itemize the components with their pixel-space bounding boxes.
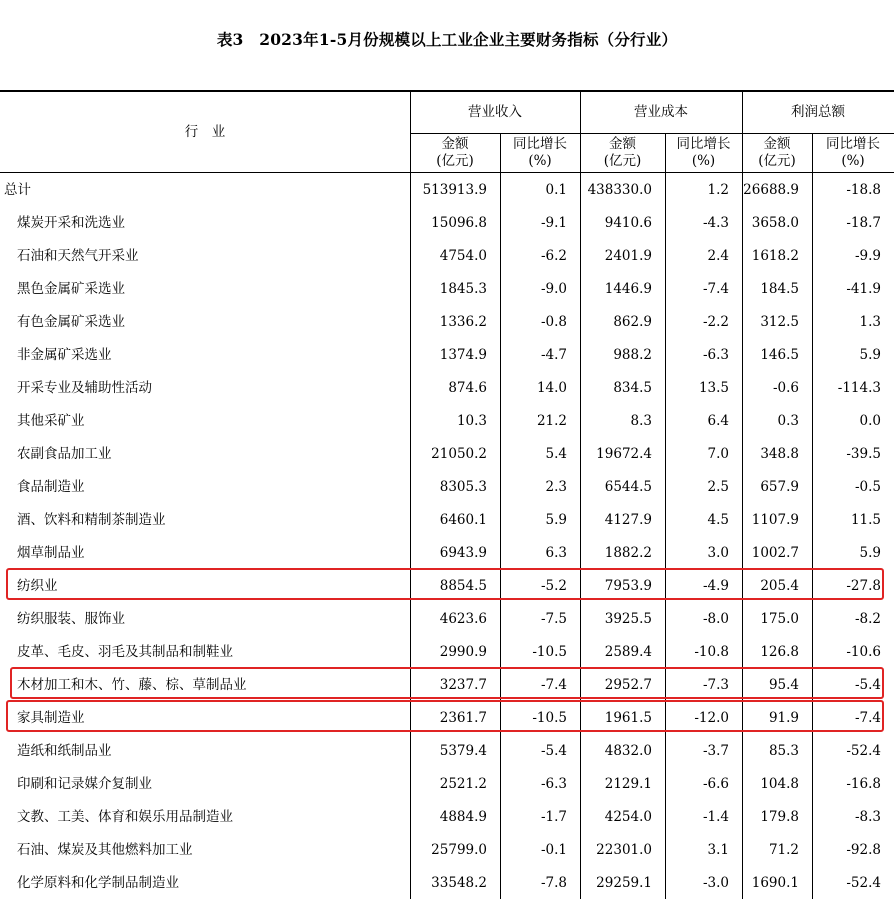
row-value: 2361.7 [439, 710, 487, 726]
row-value: -41.9 [846, 281, 881, 297]
header-group-2: 利润总额 [791, 104, 845, 120]
row-value: 348.8 [760, 446, 799, 462]
header-growth-2-0: 同比增长 [826, 136, 880, 152]
row-value: 862.9 [613, 314, 652, 330]
row-value: 5379.4 [439, 743, 487, 759]
row-value: 0.3 [777, 413, 799, 429]
row-value: -6.6 [702, 776, 729, 792]
row-name: 造纸和纸制品业 [17, 743, 112, 759]
row-value: 1845.3 [439, 281, 487, 297]
row-name: 食品制造业 [17, 479, 85, 495]
row-value: 312.5 [760, 314, 799, 330]
row-value: 0.0 [859, 413, 881, 429]
row-value: -9.1 [540, 215, 567, 231]
header-amount-0-0: 金额 [441, 136, 469, 152]
row-value: 3.0 [707, 545, 729, 561]
row-value: -39.5 [846, 446, 881, 462]
row-value: 8305.3 [439, 479, 487, 495]
highlight-box [6, 700, 884, 732]
row-value: -8.0 [702, 611, 729, 627]
header-group-0: 营业收入 [468, 104, 522, 120]
row-value: 7953.9 [604, 578, 652, 594]
row-name: 纺织服装、服饰业 [17, 611, 125, 627]
row-value: 5.9 [859, 347, 881, 363]
row-value: 91.9 [768, 710, 799, 726]
row-value: -6.2 [540, 248, 567, 264]
row-value: 1002.7 [751, 545, 799, 561]
row-value: 2.4 [707, 248, 729, 264]
row-value: -7.8 [540, 875, 567, 891]
row-value: -9.0 [540, 281, 567, 297]
row-value: 26688.9 [743, 182, 799, 198]
row-name: 印刷和记录媒介复制业 [17, 776, 152, 792]
row-name: 化学原料和化学制品制造业 [17, 875, 179, 891]
row-value: 2.5 [707, 479, 729, 495]
row-value: 513913.9 [422, 182, 487, 198]
header-growth-0-1: (%) [528, 153, 552, 169]
row-value: -18.7 [846, 215, 881, 231]
row-value: 25799.0 [431, 842, 487, 858]
row-value: 2589.4 [604, 644, 652, 660]
row-value: -4.3 [702, 215, 729, 231]
row-value: 8854.5 [439, 578, 487, 594]
row-value: -7.4 [854, 710, 881, 726]
row-value: -52.4 [846, 743, 881, 759]
row-value: -7.4 [540, 677, 567, 693]
row-name: 酒、饮料和精制茶制造业 [17, 512, 166, 528]
header-industry: 行 业 [184, 124, 226, 140]
row-value: -9.9 [854, 248, 881, 264]
row-value: -52.4 [846, 875, 881, 891]
row-value: 5.9 [545, 512, 567, 528]
row-value: -2.2 [702, 314, 729, 330]
row-value: 6460.1 [439, 512, 487, 528]
row-value: 2.3 [545, 479, 567, 495]
row-value: -7.3 [702, 677, 729, 693]
row-value: 438330.0 [587, 182, 652, 198]
row-value: 1961.5 [604, 710, 652, 726]
row-value: 1882.2 [604, 545, 652, 561]
row-name: 文教、工美、体育和娱乐用品制造业 [17, 809, 233, 825]
row-value: -5.2 [540, 578, 567, 594]
row-value: 6.3 [545, 545, 567, 561]
row-value: 1.2 [707, 182, 729, 198]
row-value: 0.1 [545, 182, 567, 198]
row-name: 煤炭开采和洗选业 [17, 215, 125, 231]
row-value: 205.4 [760, 578, 799, 594]
row-value: -12.0 [694, 710, 729, 726]
row-value: 104.8 [760, 776, 799, 792]
row-name: 开采专业及辅助性活动 [17, 380, 152, 396]
row-value: 33548.2 [431, 875, 487, 891]
row-value: 179.8 [760, 809, 799, 825]
header-amount-2-0: 金额 [763, 136, 791, 152]
row-name: 烟草制品业 [17, 545, 85, 561]
row-name: 黑色金属矿采选业 [17, 281, 125, 297]
row-value: -10.8 [694, 644, 729, 660]
row-value: -3.0 [702, 875, 729, 891]
row-name: 木材加工和木、竹、藤、棕、草制品业 [17, 677, 247, 693]
row-value: -5.4 [854, 677, 881, 693]
row-value: -18.8 [846, 182, 881, 198]
row-value: 1618.2 [751, 248, 799, 264]
row-value: 3658.0 [751, 215, 799, 231]
row-name: 非金属矿采选业 [17, 347, 112, 363]
row-value: 657.9 [760, 479, 799, 495]
row-value: 9410.6 [604, 215, 652, 231]
rule-top [0, 90, 894, 92]
row-value: 4.5 [707, 512, 729, 528]
row-value: 3925.5 [604, 611, 652, 627]
row-value: 71.2 [768, 842, 799, 858]
row-value: -0.6 [772, 380, 799, 396]
row-value: -6.3 [702, 347, 729, 363]
header-amount-1-0: 金额 [609, 136, 636, 152]
row-name: 纺织业 [17, 578, 58, 594]
row-value: -3.7 [702, 743, 729, 759]
row-value: 4884.9 [439, 809, 487, 825]
row-value: 6.4 [707, 413, 729, 429]
row-value: 10.3 [456, 413, 487, 429]
row-value: -10.5 [532, 710, 567, 726]
row-value: 7.0 [707, 446, 729, 462]
header-amount-1-1: (亿元) [603, 153, 642, 169]
row-value: 2129.1 [604, 776, 652, 792]
row-value: 5.4 [545, 446, 567, 462]
row-value: 21050.2 [431, 446, 487, 462]
row-value: -7.5 [540, 611, 567, 627]
row-value: 4127.9 [604, 512, 652, 528]
row-value: 2990.9 [439, 644, 487, 660]
row-value: 1374.9 [439, 347, 487, 363]
row-value: 1.3 [859, 314, 881, 330]
row-value: 4623.6 [439, 611, 487, 627]
rule-header-mid [410, 133, 894, 134]
row-value: 4754.0 [439, 248, 487, 264]
row-value: 834.5 [613, 380, 652, 396]
row-value: 175.0 [760, 611, 799, 627]
rule-header-bottom [0, 172, 894, 173]
row-name: 家具制造业 [17, 710, 85, 726]
header-growth-1-0: 同比增长 [676, 136, 731, 152]
row-value: -5.4 [540, 743, 567, 759]
row-name: 石油和天然气开采业 [17, 248, 139, 264]
row-value: 14.0 [536, 380, 567, 396]
row-value: -10.5 [532, 644, 567, 660]
header-growth-1-1: (%) [691, 153, 716, 169]
row-value: 19672.4 [596, 446, 652, 462]
row-value: -0.5 [854, 479, 881, 495]
highlight-box [6, 568, 884, 600]
row-value: -1.4 [702, 809, 729, 825]
row-value: 22301.0 [596, 842, 652, 858]
row-value: -16.8 [846, 776, 881, 792]
table-title: 表3 2023年1-5月份规模以上工业企业主要财务指标（分行业） [216, 30, 678, 49]
row-name: 石油、煤炭及其他燃料加工业 [17, 842, 193, 858]
row-value: -7.4 [702, 281, 729, 297]
row-value: -92.8 [846, 842, 881, 858]
row-value: -10.6 [846, 644, 881, 660]
row-value: 2952.7 [604, 677, 652, 693]
row-value: 21.2 [536, 413, 567, 429]
header-growth-0-0: 同比增长 [513, 136, 567, 152]
row-name: 其他采矿业 [17, 413, 85, 429]
row-value: -27.8 [846, 578, 881, 594]
row-value: 5.9 [859, 545, 881, 561]
row-value: 15096.8 [431, 215, 487, 231]
header-growth-2-1: (%) [841, 153, 865, 169]
row-value: 1107.9 [751, 512, 799, 528]
row-value: 11.5 [850, 512, 881, 528]
row-value: -0.1 [540, 842, 567, 858]
row-value: 126.8 [760, 644, 799, 660]
header-group-1: 营业成本 [634, 104, 688, 120]
row-value: 4254.0 [604, 809, 652, 825]
row-value: 6544.5 [604, 479, 652, 495]
row-value: 3.1 [707, 842, 729, 858]
row-name: 总计 [4, 182, 31, 198]
row-value: 1336.2 [439, 314, 487, 330]
row-value: -0.8 [540, 314, 567, 330]
header-amount-2-1: (亿元) [758, 153, 796, 169]
row-value: 85.3 [768, 743, 799, 759]
row-value: 8.3 [630, 413, 652, 429]
row-value: -8.2 [854, 611, 881, 627]
row-name: 农副食品加工业 [17, 446, 112, 462]
row-value: 29259.1 [596, 875, 652, 891]
row-value: 146.5 [760, 347, 799, 363]
row-value: -1.7 [540, 809, 567, 825]
row-value: -4.9 [702, 578, 729, 594]
row-value: 184.5 [760, 281, 799, 297]
row-value: -4.7 [540, 347, 567, 363]
highlight-box [10, 667, 884, 699]
row-value: 3237.7 [439, 677, 487, 693]
row-value: 13.5 [698, 380, 729, 396]
row-value: 2401.9 [604, 248, 652, 264]
row-value: 1690.1 [751, 875, 799, 891]
row-value: 1446.9 [604, 281, 652, 297]
row-value: 95.4 [768, 677, 799, 693]
row-value: -8.3 [854, 809, 881, 825]
row-value: 988.2 [613, 347, 652, 363]
row-value: 4832.0 [604, 743, 652, 759]
row-name: 有色金属矿采选业 [17, 314, 125, 330]
header-amount-0-1: (亿元) [436, 153, 474, 169]
row-value: -6.3 [540, 776, 567, 792]
row-value: 2521.2 [439, 776, 487, 792]
row-name: 皮革、毛皮、羽毛及其制品和制鞋业 [17, 644, 233, 660]
row-value: 6943.9 [439, 545, 487, 561]
row-value: 874.6 [448, 380, 487, 396]
row-value: -114.3 [837, 380, 881, 396]
